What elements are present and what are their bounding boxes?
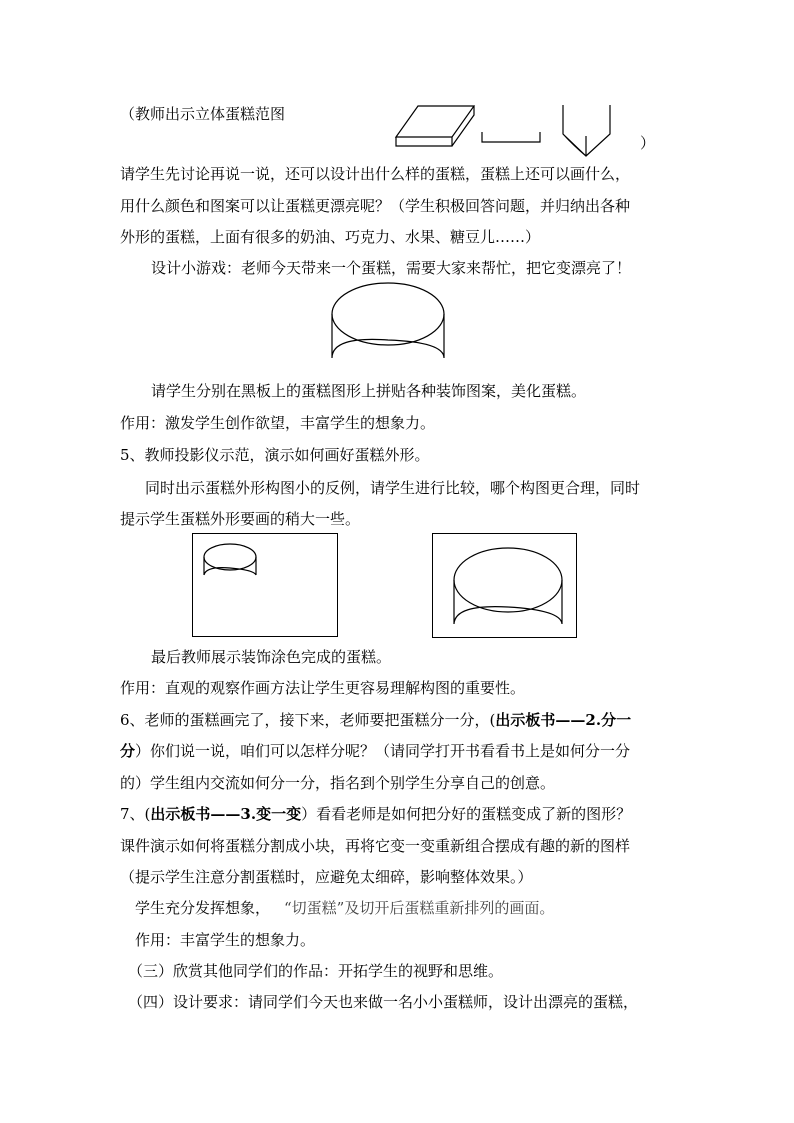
text-span: （四）设计要求：请同学们今天也来做一名小小蛋糕师，设计出漂亮的蛋糕， xyxy=(128,993,639,1011)
para-purpose-1 xyxy=(120,412,680,434)
text-span: （三）欣赏其他同学们的作品：开拓学生的视野和思维。 xyxy=(128,962,504,980)
para-paste-decor xyxy=(151,380,711,402)
para-purpose-2 xyxy=(120,677,680,699)
text-span: 作用：直观的观察作画方法让学生更容易理解构图的重要性。 xyxy=(120,679,526,697)
para-step-7-3 xyxy=(120,866,680,888)
text-span: 学生充分发挥想象， xyxy=(135,899,271,917)
para-step-6-2 xyxy=(120,740,680,762)
text-span: 最后教师展示装饰涂色完成的蛋糕。 xyxy=(151,648,392,666)
text-span: 7、( xyxy=(120,805,151,823)
composition-frame-large xyxy=(432,533,577,638)
text-span: 请学生先讨论再说一说，还可以设计出什么样的蛋糕，蛋糕上还可以画什么， xyxy=(120,165,631,183)
para-discuss-2 xyxy=(120,195,680,217)
cake-flat-open xyxy=(482,132,540,142)
text-span: ）你们说一说，咱们可以怎样分呢？（请同学打开书看看书上是如何分一分 xyxy=(135,742,631,760)
text-span: ）看看老师是如何把分好的蛋糕变成了新的图形？ xyxy=(301,805,632,823)
cake-cylinder-small xyxy=(202,542,258,582)
cake-slab-side xyxy=(396,106,474,146)
para-compare-2 xyxy=(120,508,680,530)
para-step-6-1 xyxy=(120,709,680,731)
para-mini-game xyxy=(151,257,711,279)
section-design-req xyxy=(128,991,688,1013)
para-discuss-1 xyxy=(120,163,680,185)
para-purpose-3 xyxy=(135,929,695,951)
text-span: 提示学生蛋糕外形要画的稍大一些。 xyxy=(120,510,361,528)
text-span: 设计小游戏：老师今天带来一个蛋糕，需要大家来帮忙，把它变漂亮了！ xyxy=(151,259,632,277)
board-note-transform: 出示板书——3.变一变 xyxy=(150,805,302,823)
cake-top-ellipse xyxy=(454,548,562,612)
text-span: 作用：丰富学生的想象力。 xyxy=(135,931,316,949)
composition-frame-small xyxy=(192,533,338,637)
board-note-divide-end: 分 xyxy=(120,742,136,760)
para-imagine xyxy=(135,897,695,919)
text-span: 课件演示如何将蛋糕分割成小块，再将它变一变重新组合摆成有趣的新的图样 xyxy=(120,837,631,855)
text-span: 外形的蛋糕，上面有很多的奶油、巧克力、水果、糖豆儿……） xyxy=(120,228,541,246)
closing-paren: ） xyxy=(640,134,656,152)
cake-top-ellipse xyxy=(204,544,256,570)
para-show-finished xyxy=(151,646,711,668)
text-span: 的）学生组内交流如何分一分，指名到个别学生分享自己的创意。 xyxy=(120,774,556,792)
text-span: 6、老师的蛋糕画完了，接下来，老师要把蛋糕分一分，( xyxy=(120,711,496,729)
board-note-divide: 出示板书——2.分一 xyxy=(495,711,632,729)
cake-top-ellipse xyxy=(332,283,444,345)
para-step-7-2 xyxy=(120,835,680,857)
para-step-5 xyxy=(120,444,680,466)
text-span: 作用：激发学生创作欲望，丰富学生的想象力。 xyxy=(120,414,436,432)
para-discuss-3 xyxy=(120,226,680,248)
text-span: 请学生分别在黑板上的蛋糕图形上拼贴各种装饰图案，美化蛋糕。 xyxy=(151,382,587,400)
cake-side-outline xyxy=(454,580,562,624)
cake-cylinder-large xyxy=(328,280,448,365)
text-span: 5、教师投影仪示范，演示如何画好蛋糕外形。 xyxy=(120,446,430,464)
text-span: 同时出示蛋糕外形构图小的反例，请学生进行比较，哪个构图更合理，同时 xyxy=(145,479,641,497)
para-step-6-3 xyxy=(120,772,680,794)
text-span: 用什么颜色和图案可以让蛋糕更漂亮呢？（学生积极回答问题，并归纳出各种 xyxy=(120,197,631,215)
text-span: “切蛋糕”及切开后蛋糕重新排列的画面。 xyxy=(284,899,555,917)
para-step-7-1 xyxy=(120,803,680,825)
cake-figures-3d xyxy=(394,100,624,160)
cake-cone-shape xyxy=(563,105,610,156)
text-span: （教师出示立体蛋糕范图 xyxy=(120,105,286,123)
para-compare-1 xyxy=(145,477,705,499)
text-span: （提示学生注意分割蛋糕时，应避免太细碎，影响整体效果。） xyxy=(120,868,533,886)
section-appreciate xyxy=(128,960,688,982)
cake-cylinder-medium xyxy=(453,546,563,631)
